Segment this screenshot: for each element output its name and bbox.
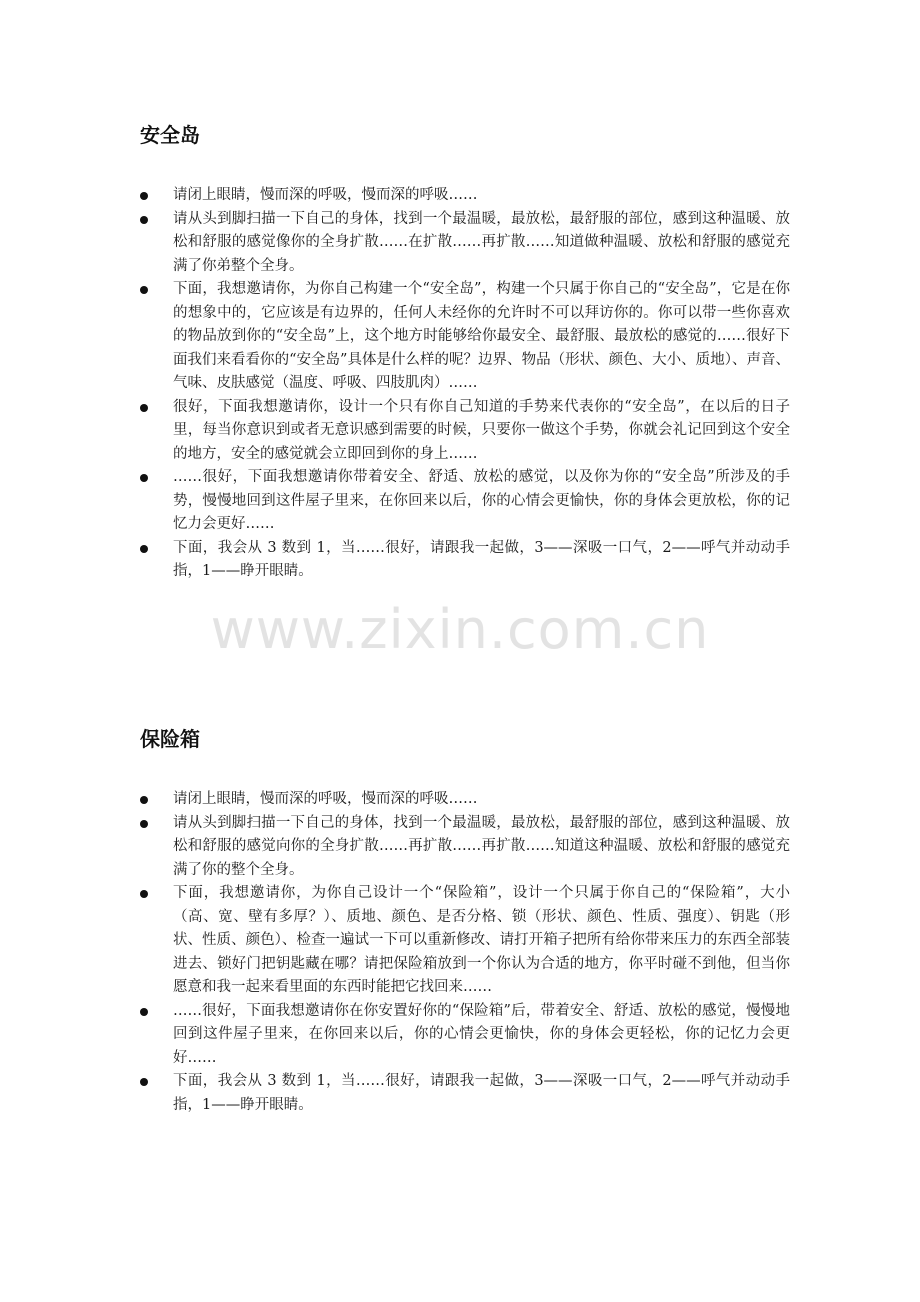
section-title: 安全岛 bbox=[140, 123, 200, 147]
list-item bbox=[140, 184, 790, 208]
bullet-icon bbox=[140, 820, 148, 828]
list-item-text: ……很好，下面我想邀请你在你安置好你的“保险箱”后，带着安全、舒适、放松的感觉，慢慢地回到这件屋子里来，在你回来以后，你的心情会更愉快，你的身体会更轻松，你的记忆力会更好…… bbox=[173, 1002, 790, 1066]
list-item bbox=[140, 812, 790, 883]
bullet-icon bbox=[140, 286, 148, 294]
section-safe-island bbox=[140, 120, 790, 584]
list-item bbox=[140, 882, 790, 1000]
bullet-icon bbox=[140, 796, 148, 804]
bullet-icon bbox=[140, 216, 148, 224]
section-safe-box bbox=[140, 724, 790, 1117]
bullet-icon bbox=[140, 404, 148, 412]
bullet-icon bbox=[140, 192, 148, 200]
bullet-icon bbox=[140, 890, 148, 898]
list-item-text: 下面，我会从 3 数到 1，当……很好，请跟我一起做，3——深吸一口气，2——呼气并动动手指，1——睁开眼睛。 bbox=[173, 539, 790, 579]
watermark: www.zixin.com.cn bbox=[210, 598, 710, 661]
list-item bbox=[140, 788, 790, 812]
bullet-list bbox=[140, 184, 790, 584]
list-item bbox=[140, 1070, 790, 1117]
list-item-text: 很好，下面我想邀请你，设计一个只有你自己知道的手势来代表你的“安全岛”，在以后的日子里，每当你意识到或者无意识感到需要的时候，只要你一做这个手势，你就会礼记回到这个安全的地方，安全的感觉就会立即回到你的身上…… bbox=[173, 398, 790, 462]
list-item bbox=[140, 278, 790, 396]
list-item-text: 请闭上眼睛，慢而深的呼吸，慢而深的呼吸…… bbox=[173, 791, 478, 807]
list-item-text: 下面，我会从 3 数到 1，当……很好，请跟我一起做，3——深吸一口气，2——呼气并动动手指，1——睁开眼睛。 bbox=[173, 1073, 790, 1113]
list-item bbox=[140, 208, 790, 279]
list-item bbox=[140, 537, 790, 584]
list-item-text: 请从头到脚扫描一下自己的身体，找到一个最温暖，最放松，最舒服的部位，感到这种温暖、放松和舒服的感觉向你的全身扩散……再扩散……再扩散……知道这种温暖、放松和舒服的感觉充满了你的整个全身。 bbox=[173, 814, 790, 878]
list-item bbox=[140, 396, 790, 467]
list-item-text: 请闭上眼睛，慢而深的呼吸，慢而深的呼吸…… bbox=[173, 187, 478, 203]
list-item bbox=[140, 466, 790, 537]
list-item-text: ……很好，下面我想邀请你带着安全、舒适、放松的感觉，以及你为你的“安全岛”所涉及的手势，慢慢地回到这件屋子里来，在你回来以后，你的心情会更愉快，你的身体会更放松，你的记忆力会更好…… bbox=[173, 469, 790, 532]
list-item-text: 下面，我想邀请你，为你自己构建一个“安全岛”，构建一个只属于你自己的“安全岛”，它是在你的想象中的，它应该是有边界的，任何人未经你的允许时不可以拜访你的。你可以带一些你喜欢的物品放到你的“安全岛”上，这个地方时能够给你最安全、最舒服、最放松的感觉的……很好下面我们来看看你的“安全岛”具体是什么样的呢？边界、物品（形状、颜色、大小、质地）、声音、气味、皮肤感觉（温度、呼吸、四肢肌肉）…… bbox=[173, 281, 790, 391]
list-item-text: 下面，我想邀请你，为你自己设计一个“保险箱”，设计一个只属于你自己的“保险箱”，大小（高、宽、壁有多厚？）、质地、颜色、是否分格、锁（形状、颜色、性质、强度）、钥匙（形状、性质、颜色）、检查一遍试一下可以重新修改、请打开箱子把所有给你带来压力的东西全部装进去、锁好门把钥匙藏在哪？请把保险箱放到一个你认为合适的地方，你平时碰不到他，但当你愿意和我一起来看里面的东西时能把它找回来…… bbox=[173, 885, 790, 995]
bullet-icon bbox=[140, 1078, 148, 1086]
bullet-icon bbox=[140, 1008, 148, 1016]
section-title: 保险箱 bbox=[140, 727, 200, 751]
bullet-icon bbox=[140, 545, 148, 553]
list-item bbox=[140, 1000, 790, 1071]
bullet-list bbox=[140, 788, 790, 1117]
list-item-text: 请从头到脚扫描一下自己的身体，找到一个最温暖，最放松，最舒服的部位，感到这种温暖、放松和舒服的感觉像你的全身扩散……在扩散……再扩散……知道做种温暖、放松和舒服的感觉充满了你弟整个全身。 bbox=[173, 210, 790, 274]
bullet-icon bbox=[140, 474, 148, 482]
